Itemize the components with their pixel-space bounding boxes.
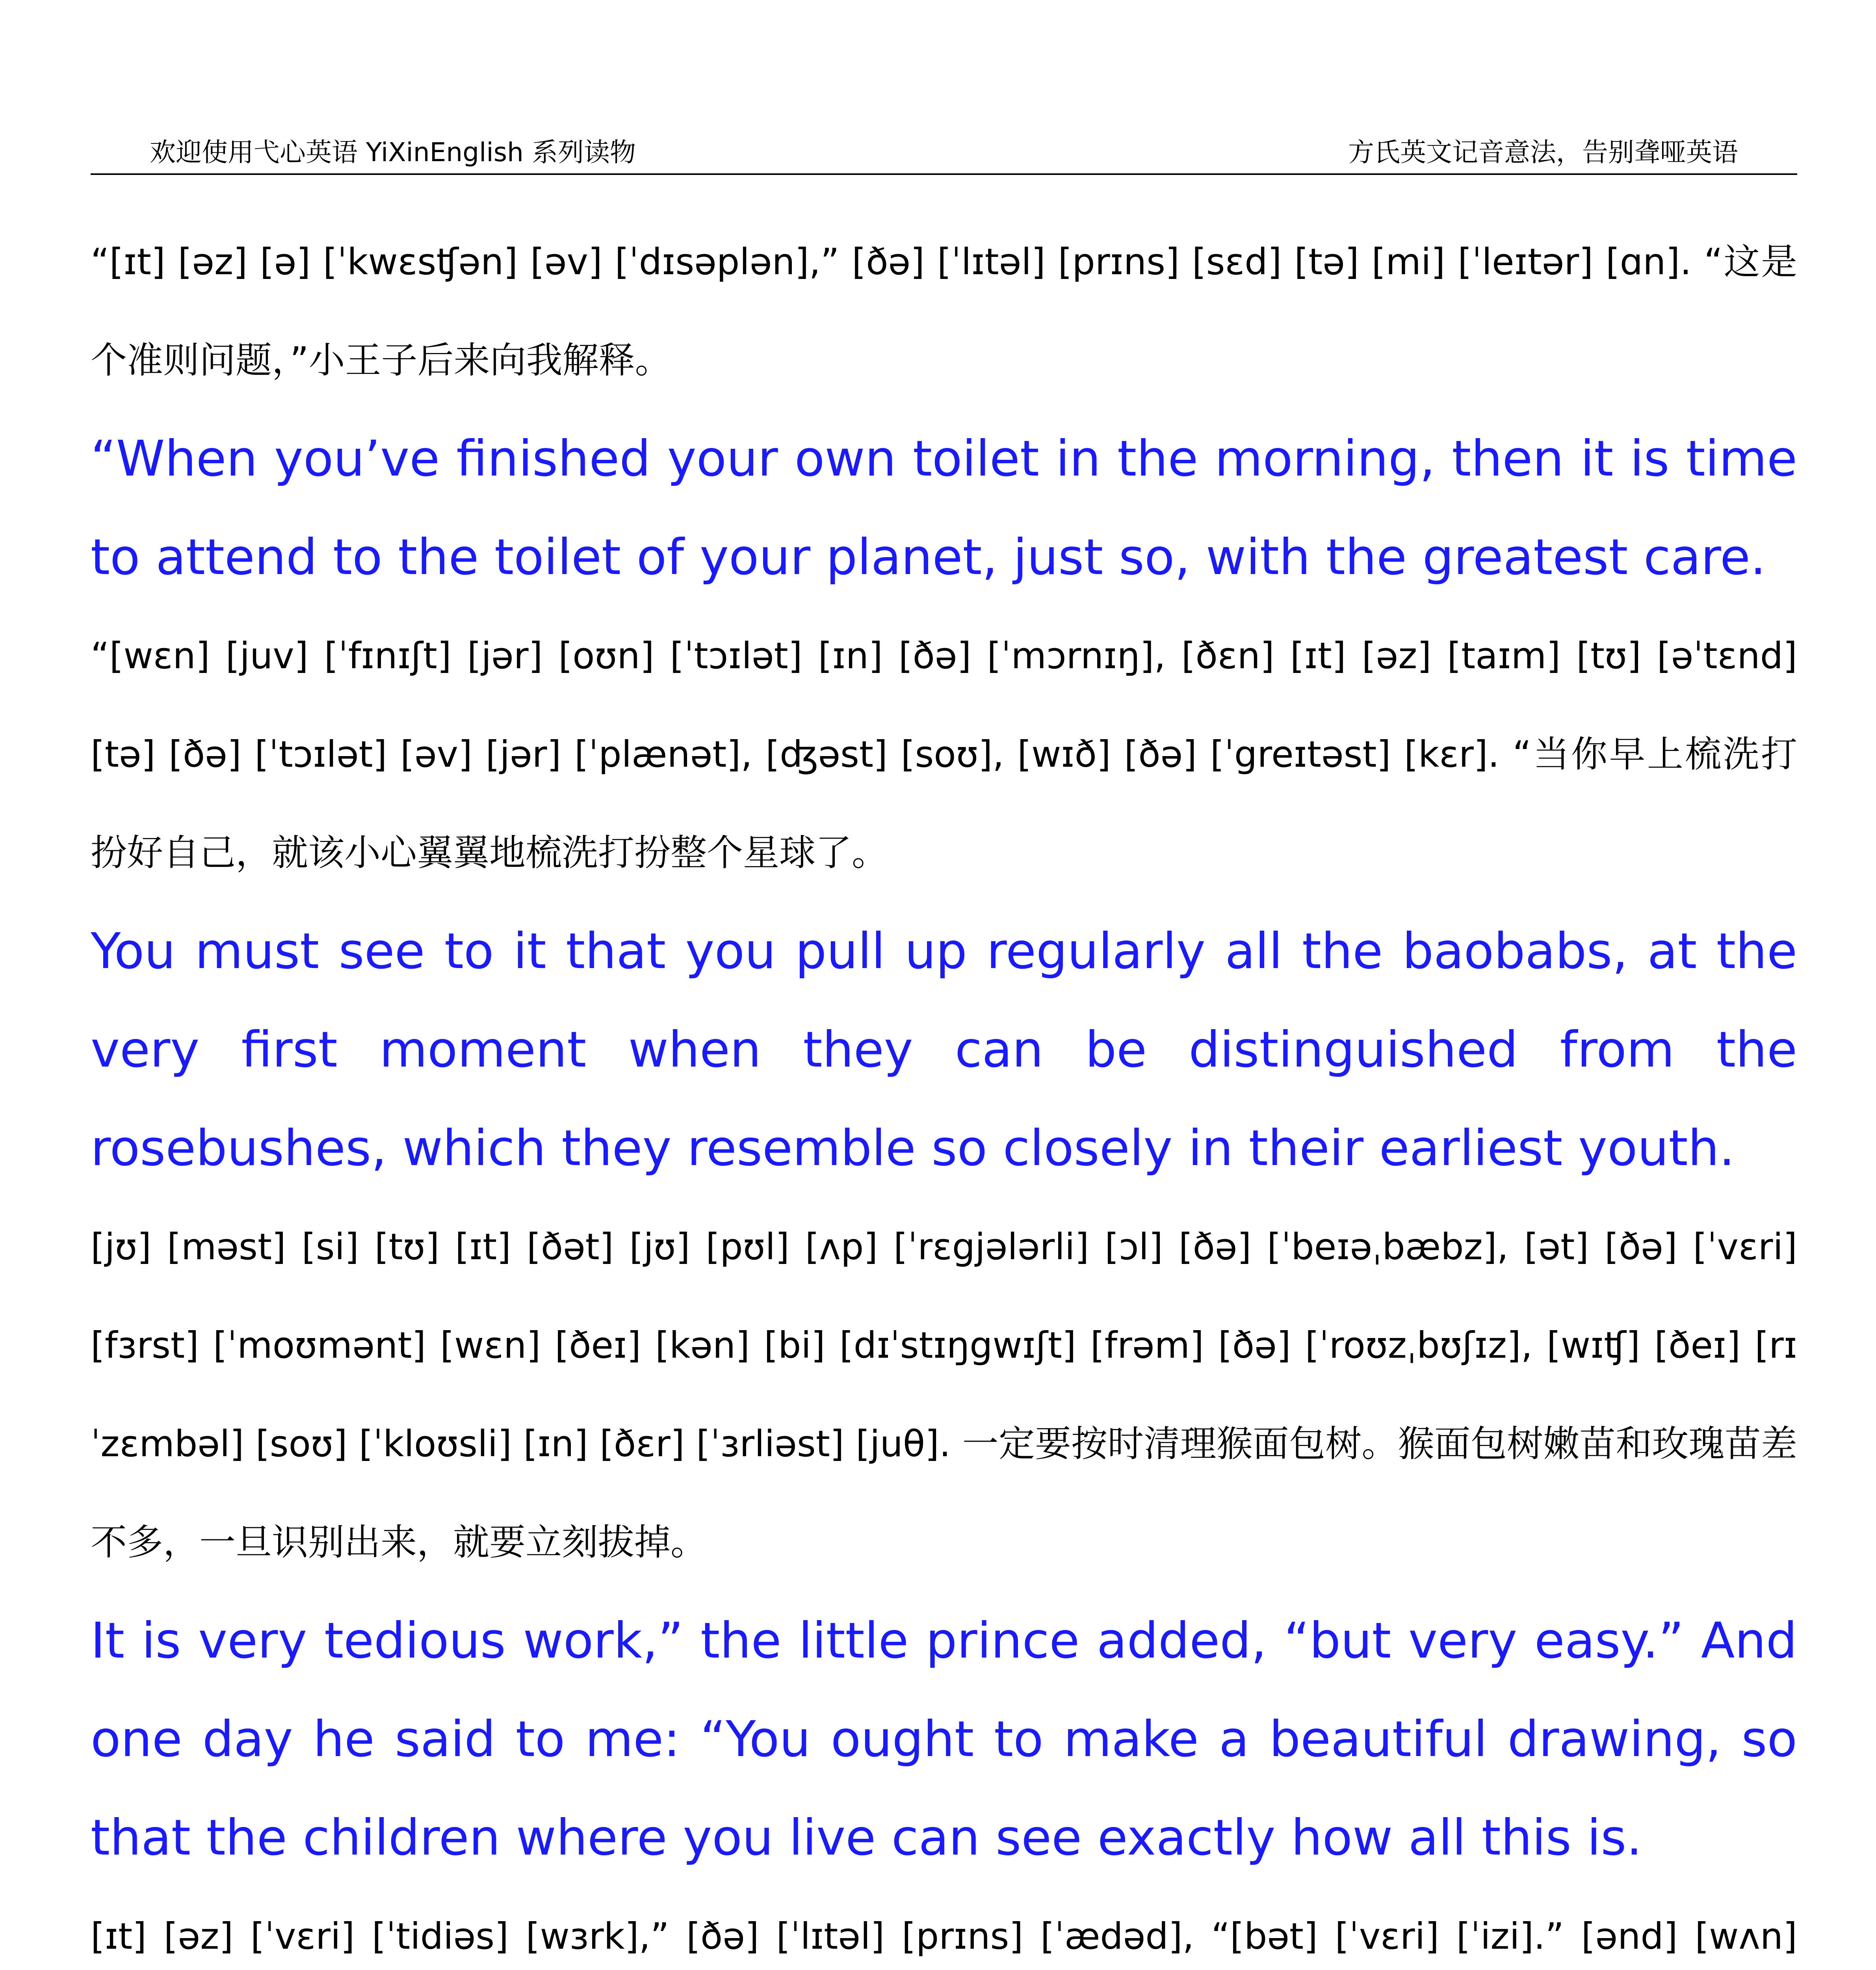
page-header [91,118,1797,175]
phonetic-paragraph: “[ɪt] [əz] [ə] [ˈkwɛsʧən] [əv] [ˈdɪsəplən],” [ðə] [ˈlɪtəl] [prɪns] [sɛd] [tə] [mi] [ˈleɪtər] [ɑn]. “这是个准则问题，”小王子后来向我解释。 [91,241,1797,381]
phonetic-paragraph: [ɪt] [əz] [ˈvɛri] [ˈtidiəs] [wɜrk],” [ðə] [ˈlɪtəl] [prɪns] [ˈædəd], “[bət] [ˈvɛri] [ˈizi].” [ənd] [wʌn] [91,1915,1797,1957]
page-body [91,213,1797,1970]
english-paragraph: “When you’ve finished your own toilet in the morning, then it is time to attend to the toilet of your planet, just so, with the greatest care. [91,430,1797,586]
english-paragraph: You must see to it that you pull up regularly all the baobabs, at the very first moment when they can be distinguished from the rosebushes, which they resemble so closely in their earliest youth. [91,923,1797,1177]
header-slogan: 方氏英文记音意法，告别聋哑英语 [1348,137,1738,167]
english-paragraph: It is very tedious work,” the little prince added, “but very easy.” And one day he said to me: “You ought to make a beautiful drawing, so that the children where you live can see exactly how all this is. [91,1612,1797,1866]
phonetic-paragraph: “[wɛn] [juv] [ˈfɪnɪʃt] [jər] [oʊn] [ˈtɔɪlət] [ɪn] [ðə] [ˈmɔrnɪŋ], [ðɛn] [ɪt] [əz] [taɪm] [tʊ] [əˈtɛnd] [tə] [ðə] [ˈtɔɪlət] [əv] [jər] [ˈplænət], [ʤəst] [soʊ], [wɪð] [ðə] [ˈgreɪtəst] [kɛr]. “当你早上梳洗打扮好自己，就该小心翼翼地梳洗打扮整个星球了。 [91,635,1797,874]
phonetic-paragraph: [jʊ] [məst] [si] [tʊ] [ɪt] [ðət] [jʊ] [pʊl] [ʌp] [ˈrɛgjələrli] [ɔl] [ðə] [ˈbeɪəˌbæbz], [ət] [ðə] [ˈvɛri] [fɜrst] [ˈmoʊmənt] [wɛn] [ðeɪ] [kən] [bi] [dɪˈstɪŋgwɪʃt] [frəm] [ðə] [ˈroʊzˌbʊʃɪz], [wɪʧ] [ðeɪ] [rɪˈzɛmbəl] [soʊ] [ˈkloʊsli] [ɪn] [ðɛr] [ˈɜrliəst] [juθ]. 一定要按时清理猴面包树。猴面包树嫩苗和玫瑰苗差不多，一旦识别出来，就要立刻拔掉。 [91,1226,1797,1563]
header-series-title: 欢迎使用弋心英语 YiXinEnglish 系列读物 [150,137,636,167]
